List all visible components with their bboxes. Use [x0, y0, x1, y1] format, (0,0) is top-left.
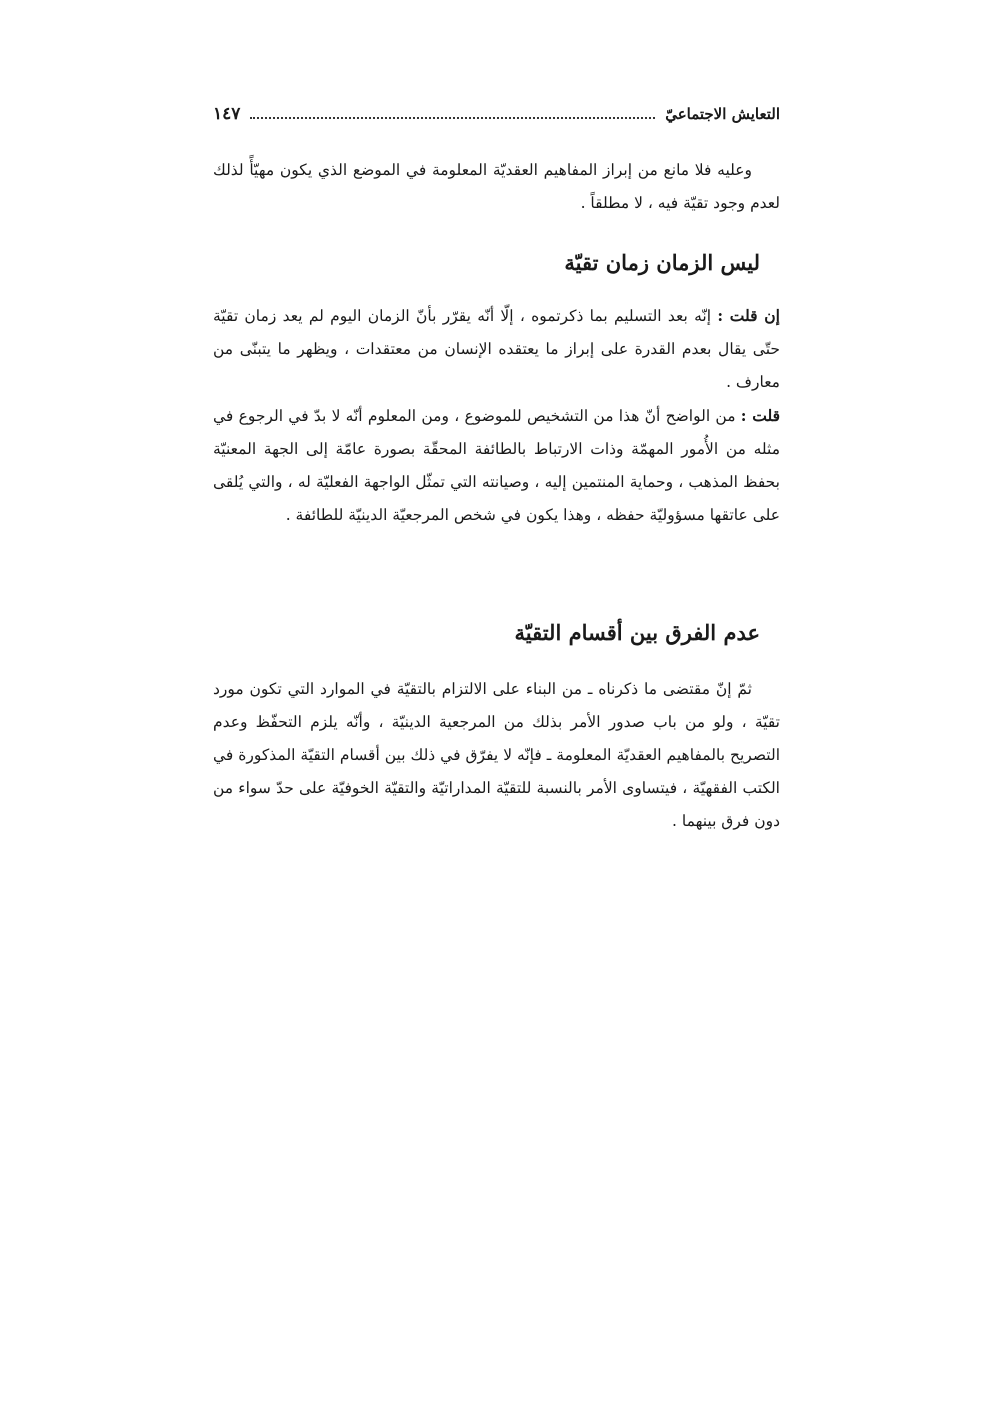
reply-paragraph	[213, 399, 780, 532]
objection-paragraph	[213, 299, 780, 399]
objection-lead: إن قلت :	[717, 306, 780, 325]
section-heading-1: ليس الزمان زمان تقيّة	[564, 250, 760, 275]
reply-text: من الواضح أنّ هذا من التشخيص للموضوع ، ومن المعلوم أنّه لا بدّ في الرجوع في مثله من الأُمور المهمّة وذات الارتباط بالطائفة المحقّة بصورة عامّة إلى الجهة المعنيّة بحفظ المذهب ، وحماية المنتمين إليه ، وصيانته التي تمثّل الواجهة الفعليّة له ، والتي يُلقى على عاتقها مسؤوليّة حفظه ، وهذا يكون في شخص المرجعيّة الدينيّة للطائفة .	[213, 407, 780, 524]
intro-paragraph-block	[213, 154, 780, 220]
section-heading-2: عدم الفرق بين أقسام التقيّة	[514, 620, 760, 645]
section-1-body	[213, 299, 780, 532]
objection-text: إنّه بعد التسليم بما ذكرتموه ، إلّا أنّه يقرّر بأنّ الزمان اليوم لم يعد زمان تقيّة حتّى يقال بعدم القدرة على إبراز ما يعتقده الإنسان من معتقدات ، ويظهر ما يتبنّى من معارف .	[213, 307, 780, 391]
reply-lead: قلت :	[740, 406, 780, 425]
leader-dots	[250, 117, 655, 119]
section-2-body	[213, 673, 780, 838]
intro-paragraph: وعليه فلا مانع من إبراز المفاهيم العقديّة المعلومة في الموضع الذي يكون مهيّأً لذلك لعدم وجود تقيّة فيه ، لا مطلقاً .	[213, 161, 780, 212]
section-2-paragraph: ثمّ إنّ مقتضى ما ذكرناه ـ من البناء على الالتزام بالتقيّة في الموارد التي تكون مورد تقيّة ، ولو من باب صدور الأمر بذلك من المرجعية الدينيّة ، وأنّه يلزم التحفّظ وعدم التصريح بالمفاهيم العقديّة المعلومة ـ فإنّه لا يفرّق في ذلك بين أقسام التقيّة المذكورة في الكتب الفقهيّة ، فيتساوى الأمر بالنسبة للتقيّة المداراتيّة والتقيّة الخوفيّة على حدّ سواء من دون فرق بينهما .	[213, 680, 780, 830]
running-head-title: التعايش الاجتماعيّ	[665, 105, 780, 123]
running-head	[213, 100, 780, 128]
page-number: ١٤٧	[213, 104, 241, 124]
